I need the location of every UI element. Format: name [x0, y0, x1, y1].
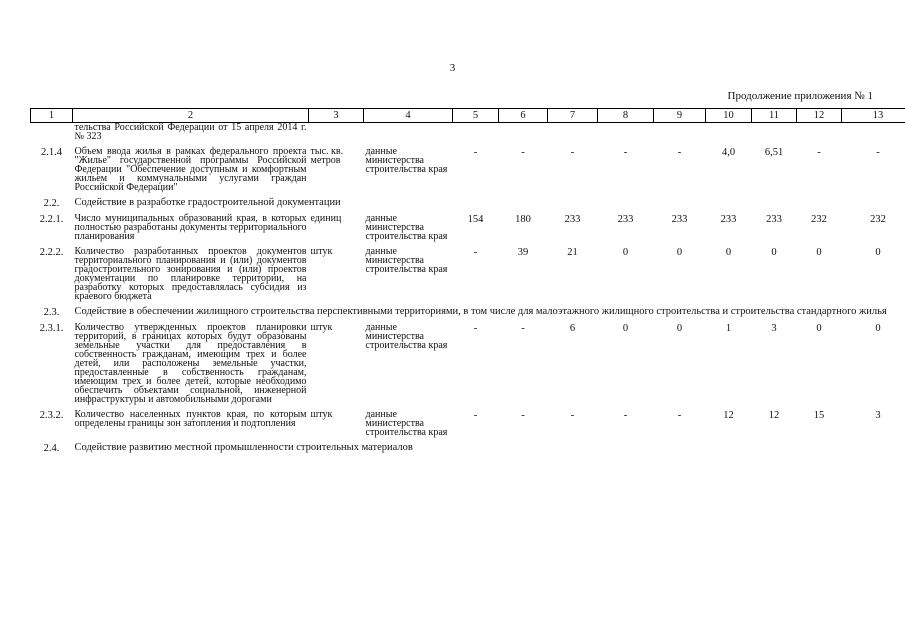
col-header: 11	[752, 109, 797, 123]
unit-of-measure: штук	[310, 409, 333, 420]
table-row	[31, 410, 905, 437]
value-cell: 0	[725, 247, 732, 258]
value-cell: -	[521, 410, 525, 421]
value-cell: 233	[564, 214, 581, 225]
row-number: 2.3.1.	[39, 323, 64, 334]
value-cell: 232	[811, 214, 827, 225]
col-header: 1	[31, 109, 73, 123]
value-cell: -	[677, 410, 682, 421]
value-cell: 0	[875, 247, 881, 258]
unit-of-measure: штук	[310, 246, 333, 257]
col-header: 4	[364, 109, 453, 123]
value-cell	[654, 123, 706, 142]
value-cell: 0	[816, 247, 822, 258]
data-source: данные министерства строительства края	[365, 409, 448, 438]
section-title: Содействие развитию местной промышленности строительных материалов	[74, 442, 413, 453]
value-cell: -	[521, 323, 525, 334]
value-cell: 0	[875, 323, 881, 334]
value-cell: 12	[723, 410, 734, 421]
value-cell: 154	[467, 214, 484, 225]
row-number: 2.3.2.	[39, 410, 64, 421]
unit-of-measure: штук	[310, 322, 333, 333]
value-cell: 21	[567, 247, 578, 258]
indicator-name: Количество разработанных проектов документов территориального планирования и (или) документов градостроительного зонирования и (или) проектов документации по планировке территории, на разработку которых предоставлялась субсидия из краевого бюджета	[74, 246, 307, 302]
col-header: 3	[309, 109, 364, 123]
value-cell: -	[473, 247, 478, 258]
value-cell	[752, 123, 797, 142]
table-row	[31, 123, 905, 142]
page-number: 3	[449, 62, 456, 74]
data-source	[364, 123, 453, 142]
value-cell: 6	[569, 323, 576, 334]
value-cell: 3	[875, 410, 881, 421]
col-header: 8	[598, 109, 654, 123]
value-cell: 0	[816, 323, 822, 334]
value-cell: 180	[515, 214, 531, 225]
indicators-table	[30, 108, 905, 459]
value-cell	[797, 123, 842, 142]
unit-of-measure: тыс. кв. метров	[310, 146, 344, 166]
row-number	[31, 123, 73, 142]
indicator-name: тельства Российской Федерации от 15 апреля 2014 г. № 323	[74, 122, 307, 142]
value-cell: -	[623, 147, 628, 158]
value-cell: 0	[676, 323, 683, 334]
value-cell: 233	[720, 214, 737, 225]
section-row	[31, 307, 905, 317]
table-row	[31, 323, 905, 404]
value-cell	[548, 123, 598, 142]
section-row	[31, 443, 905, 453]
value-cell: -	[570, 410, 575, 421]
value-cell: 0	[676, 247, 683, 258]
section-number: 2.4.	[43, 443, 60, 454]
value-cell: 3	[771, 323, 777, 334]
section-number: 2.2.	[43, 198, 60, 209]
value-cell: -	[473, 323, 478, 334]
row-number: 2.2.1.	[39, 214, 64, 225]
continuation-label: Продолжение приложения № 1	[727, 90, 873, 102]
value-cell: -	[817, 147, 821, 158]
value-cell: 6,51	[764, 147, 784, 158]
value-cell: 12	[768, 410, 780, 421]
col-header: 13	[842, 109, 905, 123]
col-header: 7	[548, 109, 598, 123]
data-source: данные министерства строительства края	[365, 146, 448, 175]
col-header: 9	[654, 109, 706, 123]
value-cell	[706, 123, 752, 142]
indicator-name: Число муниципальных образований края, в которых полностью разработаны документы территориального планирования	[74, 213, 307, 242]
section-row	[31, 198, 905, 208]
value-cell: 0	[622, 323, 629, 334]
value-cell	[453, 123, 499, 142]
col-header: 6	[499, 109, 548, 123]
column-number-row	[31, 109, 905, 123]
indicator-name: Количество населенных пунктов края, по которым определены границы зон затопления и подтопления	[74, 409, 307, 429]
value-cell: 232	[870, 214, 886, 225]
row-number: 2.1.4	[41, 147, 62, 158]
value-cell: -	[521, 147, 525, 158]
indicator-name: Объем ввода жилья в рамках федерального проекта "Жилье" государственной программы Российской Федерации "Обеспечение доступным и комфортным жильем и коммунальными услугами граждан Российской Федерации"	[74, 146, 307, 193]
value-cell	[842, 123, 905, 142]
value-cell: -	[570, 147, 575, 158]
section-number: 2.3.	[43, 307, 60, 318]
table-row	[31, 147, 905, 192]
table-row	[31, 247, 905, 301]
table-row	[31, 214, 905, 241]
section-title: Содействие в разработке градостроительной документации	[74, 197, 341, 208]
value-cell: 1	[725, 323, 732, 334]
data-source: данные министерства строительства края	[365, 322, 448, 351]
value-cell: 0	[622, 247, 629, 258]
col-header: 10	[706, 109, 752, 123]
value-cell	[499, 123, 548, 142]
value-cell: 0	[771, 247, 777, 258]
value-cell: -	[473, 147, 478, 158]
value-cell: 15	[813, 410, 825, 421]
col-header: 12	[797, 109, 842, 123]
section-title: Содействие в обеспечении жилищного строительства перспективными территориями, в том числе для малоэтажного жилищного строительства и строительства стандартного жилья	[74, 306, 887, 317]
unit-of-measure	[309, 123, 364, 142]
value-cell: 233	[617, 214, 634, 225]
value-cell: -	[876, 147, 880, 158]
col-header: 5	[453, 109, 499, 123]
value-cell: 233	[671, 214, 688, 225]
value-cell: -	[677, 147, 682, 158]
value-cell: 4,0	[721, 147, 736, 158]
value-cell: 39	[517, 247, 529, 258]
value-cell: -	[473, 410, 478, 421]
col-header: 2	[73, 109, 309, 123]
row-number: 2.2.2.	[39, 247, 64, 258]
value-cell	[598, 123, 654, 142]
data-source: данные министерства строительства края	[365, 213, 448, 242]
value-cell: -	[623, 410, 628, 421]
data-source: данные министерства строительства края	[365, 246, 448, 275]
indicator-name: Количество утвержденных проектов планировки территорий, в границах которых будут образованы земельные участки для предоставления в собственность гражданам, имеющим трех и более детей, или расположены земельные участки, предоставленные в собственность гражданам, имеющим трех и более детей, которые необходимо обеспечить объектами социальной, инженерной инфраструктуры и автомобильными дорогами	[74, 322, 307, 405]
table-body	[31, 123, 905, 460]
value-cell: 233	[766, 214, 782, 225]
unit-of-measure: единиц	[310, 213, 342, 224]
